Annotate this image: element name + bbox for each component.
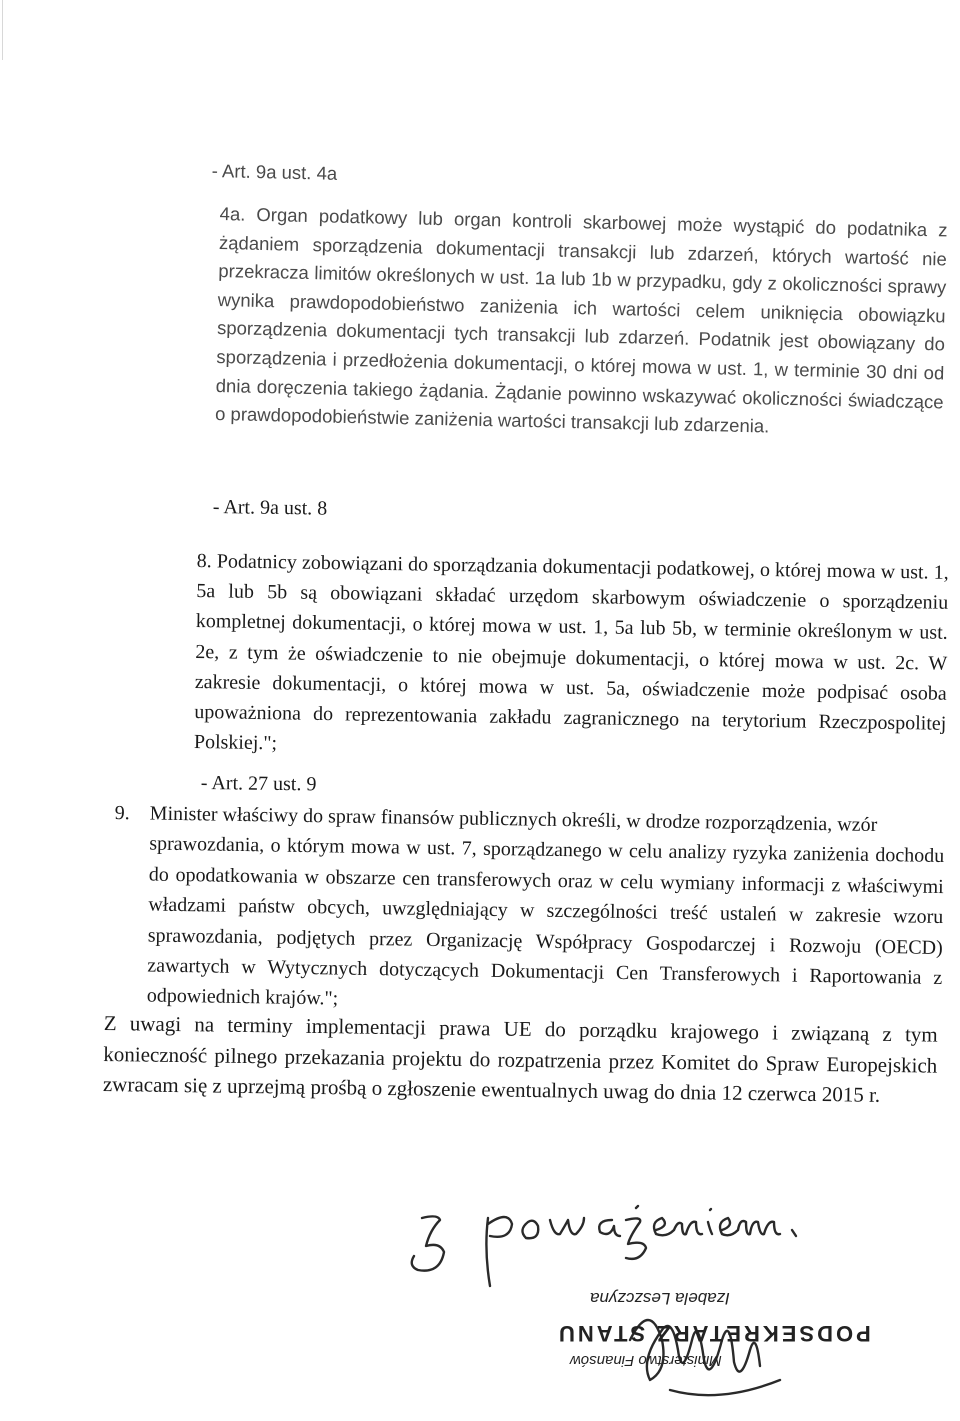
paragraph-first-line: Minister właściwy do spraw finansów publicznych określi, w drodze rozporządzenia, wzór <box>149 802 878 836</box>
signature-block <box>400 1190 920 1421</box>
stamp-name-line: Izabela Leszczyna <box>590 1289 730 1308</box>
paragraph-body: sprawozdania, o którym mowa w ust. 7, sporządzanego w celu analizy ryzyka zaniżenia dochodu do opodatkowania w obszarze cen transferowych oraz w celu wymiany informacji z właściwymi władzami państw obcych, uwzględniający w szczególności treść ustaleń w zakresie wzoru sprawozdania, podjętych przez Organizację Współpracy Gospodarczej i Rozwoju (OECD) zawartych w Wytycznych dotyczących Dokumentacji Cen Transferowych i Raportowania z odpowiednich krajów."; <box>146 832 945 1010</box>
closing-paragraph: Z uwagi na terminy implementacji prawa UE do porządku krajowego i związaną z tym konieczność pilnego przekazania projektu do rozpatrzenia przez Komitet do Spraw Europejskich zwracam się z uprzejmą prośbą o zgłoszenie ewentualnych uwag do dnia 12 czerwca 2015 r. <box>102 1010 938 1107</box>
scan-edge-line <box>2 0 3 60</box>
stamp-ministry-line: Ministerstwo Finansów <box>570 1352 722 1369</box>
stamp-title-line: PODSEKRETARZ STANU <box>556 1321 871 1346</box>
article-label-27-9: - Art. 27 ust. 9 <box>200 772 317 796</box>
article-text-27-9 <box>112 798 945 1024</box>
paragraph-number: 9. <box>114 801 130 825</box>
article-label-9a-8: - Art. 9a ust. 8 <box>212 496 328 520</box>
article-text-9a-8: 8. Podatnicy zobowiązani do sporządzania dokumentacji podatkowej, o której mowa w ust. 1, 5a lub 5b są obowiązani składać urzędom skarbowym oświadczenie o sporządzeniu kompletnej dokumentacji, o której mowa w ust. 1, 5a lub 5b, w terminie określonym w ust. 2e, z tym że oświadczenie to nie obejmuje dokumentacji, o której mowa w ust. 2c. W zakresie dokumentacji, o której mowa w ust. 5a, oświadczenie może podpisać osoba upoważniona do reprezentowania zakładu zagranicznego na terytorium Rzeczpospolitej Polskiej."; <box>193 549 949 755</box>
article-label-9a-4a: - Art. 9a ust. 4a <box>211 160 338 184</box>
article-text-9a-4a: 4a. Organ podatkowy lub organ kontroli skarbowej może wystąpić do podatnika z żądaniem sporządzenia dokumentacji transakcji lub zdarzeń, których wartość nie przekracza limitów określonych w ust. 1a lub 1b w przypadku, gdy z okoliczności sprawy wynika prawdopodobieństwo zaniżenia ich wartości celem uniknięcia obowiązku sporządzenia dokumentacji tych transakcji lub zdarzeń. Podatnik jest obowiązany do sporządzenia i przedłożenia dokumentacji, o której mowa w ust. 1, w terminie 30 dni od dnia doręczenia takiego żądania. Żądanie powinno wskazywać okoliczności świadczące o prawdopodobieństwie zaniżenia wartości transakcji lub zdarzenia. <box>214 202 948 437</box>
